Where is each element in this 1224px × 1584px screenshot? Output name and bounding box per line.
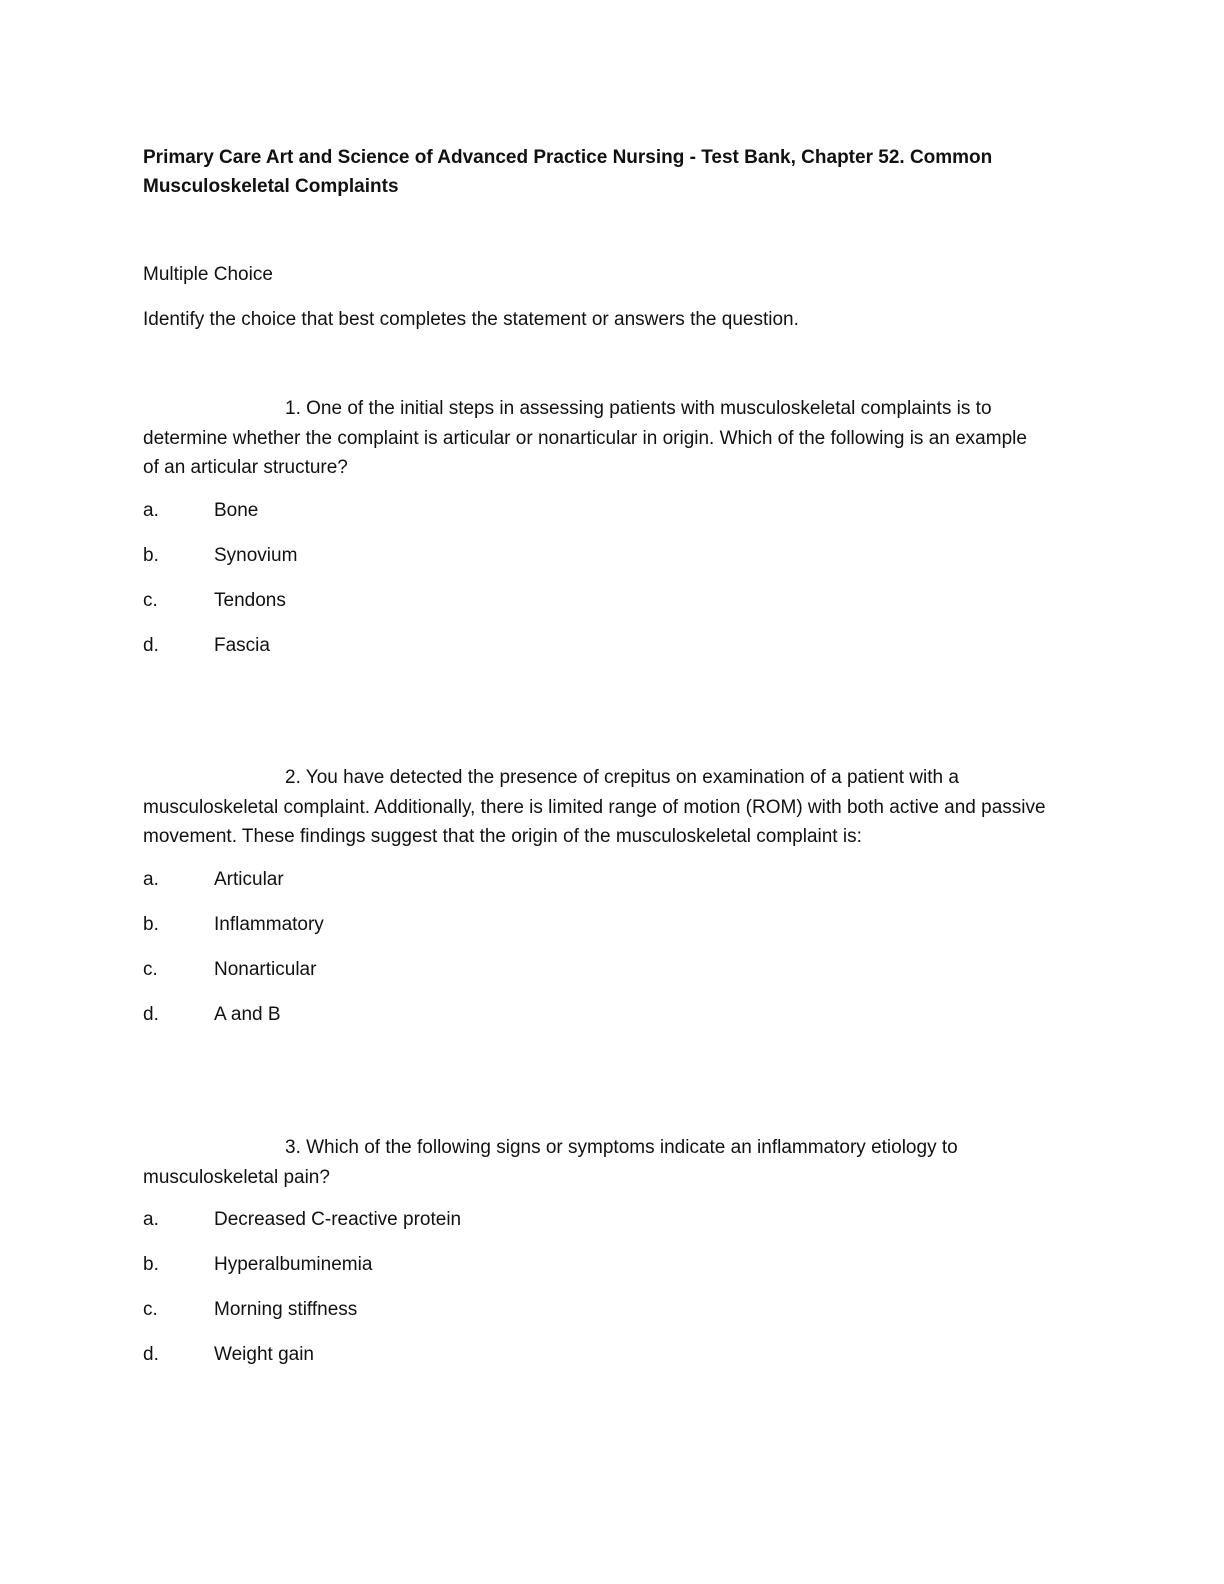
option-letter: c. [143,1299,158,1320]
option-letter: a. [143,499,159,521]
answer-options [143,1207,1048,1387]
answer-option-d [143,1002,1048,1047]
option-text: A and B [214,1003,281,1025]
option-letter: b. [143,544,159,566]
option-text: Weight gain [214,1344,314,1365]
option-text: Fascia [214,634,270,656]
answer-option-c [143,588,1048,633]
question-stem: 2. You have detected the presence of crepitus on examination of a patient with a musculoskeletal complaint. Additionally, there is limited range of motion (ROM) with both active and passive movement. These findings suggest that the origin of the musculoskeletal complaint is: [143,767,1046,847]
option-text: Synovium [214,544,298,566]
option-letter: d. [143,634,159,656]
option-text: Bone [214,499,259,521]
option-letter: a. [143,1209,159,1230]
option-letter: d. [143,1003,159,1025]
answer-option-c [143,957,1048,1002]
option-text: Articular [214,868,284,890]
answer-option-b [143,1252,1048,1297]
option-letter: c. [143,589,158,611]
answer-option-a [143,1207,1048,1252]
question-stem: 3. Which of the following signs or symptoms indicate an inflammatory etiology to musculoskeletal pain? [143,1137,958,1188]
option-text: Morning stiffness [214,1299,358,1320]
option-letter: a. [143,868,159,890]
answer-option-b [143,912,1048,957]
answer-option-d [143,1342,1048,1387]
option-letter: c. [143,958,158,980]
section-heading: Multiple Choice [143,264,273,285]
option-letter: d. [143,1344,159,1365]
answer-options [143,867,1048,1047]
option-text: Tendons [214,589,286,611]
question-3 [143,1133,1048,1387]
answer-option-a [143,867,1048,912]
answer-options [143,498,1048,678]
option-text: Decreased C-reactive protein [214,1209,462,1230]
question-1 [143,394,1048,678]
question-2 [143,763,1048,1047]
option-text: Hyperalbuminemia [214,1254,373,1275]
answer-option-a [143,498,1048,543]
answer-option-b [143,543,1048,588]
question-stem: 1. One of the initial steps in assessing patients with musculoskeletal complaints is to determine whether the complaint is articular or nonarticular in origin. Which of the following is an example of an articular structure? [143,398,1027,478]
document-title: Primary Care Art and Science of Advanced Practice Nursing - Test Bank, Chapter 52. Common Musculoskeletal Complaints [143,147,993,197]
option-text: Nonarticular [214,958,317,980]
instructions-text: Identify the choice that best completes the statement or answers the question. [143,309,799,330]
answer-option-d [143,633,1048,678]
option-letter: b. [143,913,159,935]
option-text: Inflammatory [214,913,324,935]
answer-option-c [143,1297,1048,1342]
option-letter: b. [143,1254,159,1275]
